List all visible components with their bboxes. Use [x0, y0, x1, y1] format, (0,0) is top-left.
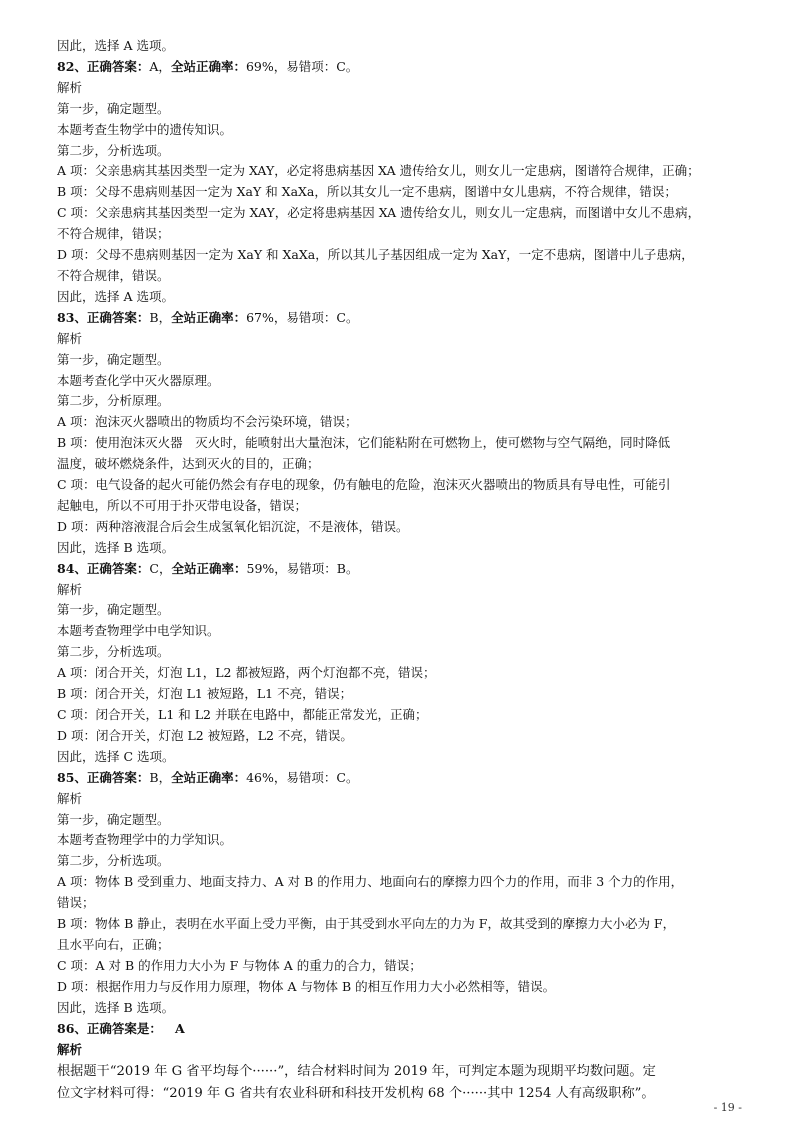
q82-answer-label: 82、正确答案：: [57, 58, 150, 74]
q84-line: 因此，选择 C 选项。: [57, 748, 175, 764]
q85-answer-label: 85、正确答案：: [57, 769, 150, 785]
q83-line: D 项：两种溶液混合后会生成氢氧化铝沉淀，不是液体，错误。: [57, 518, 409, 534]
q82-rate-value: 69%，易错项：C。: [245, 58, 359, 74]
q86-line: 位文字材料可得：“2019 年 G 省共有农业科研和科技开发机构 68 个······其中 1254 人有高级职称”。: [57, 1086, 655, 1102]
q83-line: A 项：泡沫灭火器喷出的物质均不会污染环境，错误；: [57, 414, 358, 430]
q84-line: A 项：闭合开关，灯泡 L1，L2 都被短路，两个灯泡都不亮，错误；: [57, 665, 436, 681]
q84-answer-label: 84、正确答案：: [57, 560, 150, 576]
q86-line: 根据题干“2019 年 G 省平均每个······”，结合材料时间为 2019 年，可判定本题为现期平均数问题。定: [57, 1064, 656, 1080]
q85-line: 第二步，分析选项。: [57, 853, 170, 869]
q85-rate-value: 46%，易错项：C。: [246, 769, 359, 785]
question-83: [57, 308, 757, 559]
q82-line: A 项：父亲患病其基因类型一定为 XAY，必定将患病基因 XA 遗传给女儿，则女儿一定患病，图谱符合规律，正确；: [57, 163, 700, 179]
q84-rate-label: 全站正确率：: [171, 560, 247, 576]
q85-line: 本题考查物理学中的力学知识。: [57, 832, 233, 848]
q84-answer-value: C，: [149, 560, 172, 576]
document-body: [57, 36, 757, 1104]
question-86: [57, 1019, 757, 1105]
q83-line: 解析: [57, 330, 83, 346]
q83-line: 因此，选择 B 选项。: [57, 539, 175, 555]
q83-line: 本题考查化学中灭火器原理。: [57, 372, 220, 388]
q83-rate-value: 67%，易错项：C。: [246, 309, 359, 325]
q84-line: 第二步，分析选项。: [57, 644, 170, 660]
q83-answer-label: 83、正确答案：: [57, 309, 150, 325]
question-82: [57, 57, 757, 308]
q82-line: 不符合规律，错误。: [57, 267, 170, 283]
q83-line: 第二步，分析原理。: [57, 393, 170, 409]
q85-answer-value: B，: [149, 769, 172, 785]
q84-line: 解析: [57, 581, 83, 597]
q82-line: 解析: [57, 79, 83, 95]
q85-line: 解析: [57, 790, 83, 806]
q85-answer-header: [57, 768, 757, 789]
q86-analysis-label: 解析: [57, 1041, 83, 1057]
q82-line: 因此，选择 A 选项。: [57, 288, 174, 304]
q82-answer-value: A，: [149, 58, 171, 74]
q86-answer-label: 86、正确答案是：: [57, 1020, 162, 1036]
q85-line: 错误；: [57, 895, 95, 911]
q82-line: 第一步，确定题型。: [57, 100, 170, 116]
q84-answer-header: [57, 559, 757, 580]
q83-line: 温度，破坏燃烧条件，达到灭火的目的，正确；: [57, 456, 320, 472]
q83-answer-value: B，: [149, 309, 172, 325]
q86-answer-value: A: [174, 1020, 185, 1036]
q85-line: 第一步，确定题型。: [57, 811, 170, 827]
question-85: [57, 768, 757, 1019]
q84-line: 第一步，确定题型。: [57, 602, 170, 618]
q85-line: 且水平向右，正确；: [57, 936, 170, 952]
q82-answer-header: [57, 57, 757, 78]
q82-line: 第二步，分析选项。: [57, 142, 170, 158]
q85-line: B 项：物体 B 静止，表明在水平面上受力平衡，由于其受到水平向左的力为 F，故其受到的摩擦力大小必为 F，: [57, 916, 676, 932]
question-84: [57, 559, 757, 768]
q83-line: 第一步，确定题型。: [57, 351, 170, 367]
q82-rate-label: 全站正确率：: [170, 58, 246, 74]
q82-line: B 项：父母不患病则基因一定为 XaY 和 XaXa，所以其女儿一定不患病，图谱中女儿患病，不符合规律，错误；: [57, 184, 677, 200]
q84-line: C 项：闭合开关，L1 和 L2 并联在电路中，都能正常发光，正确；: [57, 707, 428, 722]
q84-rate-value: 59%，易错项：B。: [246, 560, 359, 576]
q83-rate-label: 全站正确率：: [171, 309, 247, 325]
q83-line: 起触电，所以不可用于扑灭带电设备，错误；: [57, 497, 308, 513]
q84-line: D 项：闭合开关，灯泡 L2 被短路，L2 不亮，错误。: [57, 727, 353, 743]
q84-line: 本题考查物理学中电学知识。: [57, 623, 220, 639]
q83-line: C 项：电气设备的起火可能仍然会有存电的现象，仍有触电的危险，泡沫灭火器喷出的物质具有导电性，可能引: [57, 477, 671, 493]
q83-answer-header: [57, 308, 757, 329]
q85-line: 因此，选择 B 选项。: [57, 999, 175, 1015]
q82-line: D 项：父母不患病则基因一定为 XaY 和 XaXa，所以其儿子基因组成一定为 XaY，一定不患病，图谱中儿子患病，: [57, 247, 694, 263]
q85-line: A 项：物体 B 受到重力、地面支持力、A 对 B 的作用力、地面向右的摩擦力四个力的作用，而非 3 个力的作用，: [57, 874, 684, 890]
q85-line: C 项：A 对 B 的作用力大小为 F 与物体 A 的重力的合力，错误；: [57, 957, 422, 973]
q85-line: D 项：根据作用力与反作用力原理，物体 A 与物体 B 的相互作用力大小必然相等，错误。: [57, 978, 556, 994]
q82-line: 不符合规律，错误；: [57, 226, 170, 242]
q83-line: B 项：使用泡沫灭火器 灭火时，能喷射出大量泡沫，它们能粘附在可燃物上，使可燃物与空气隔绝，同时降低: [57, 435, 671, 451]
q86-answer-header: [57, 1019, 757, 1040]
q84-line: B 项：闭合开关，灯泡 L1 被短路，L1 不亮，错误；: [57, 686, 353, 702]
q82-line: 本题考查生物学中的遗传知识。: [57, 121, 233, 137]
page-number: - 19 -: [713, 1101, 742, 1114]
q85-rate-label: 全站正确率：: [171, 769, 247, 785]
q82-line: C 项：父亲患病其基因类型一定为 XAY，必定将患病基因 XA 遗传给女儿，则女儿一定患病，而图谱中女儿不患病，: [57, 205, 701, 221]
q81-conclusion: 因此，选择 A 选项。: [57, 38, 174, 53]
